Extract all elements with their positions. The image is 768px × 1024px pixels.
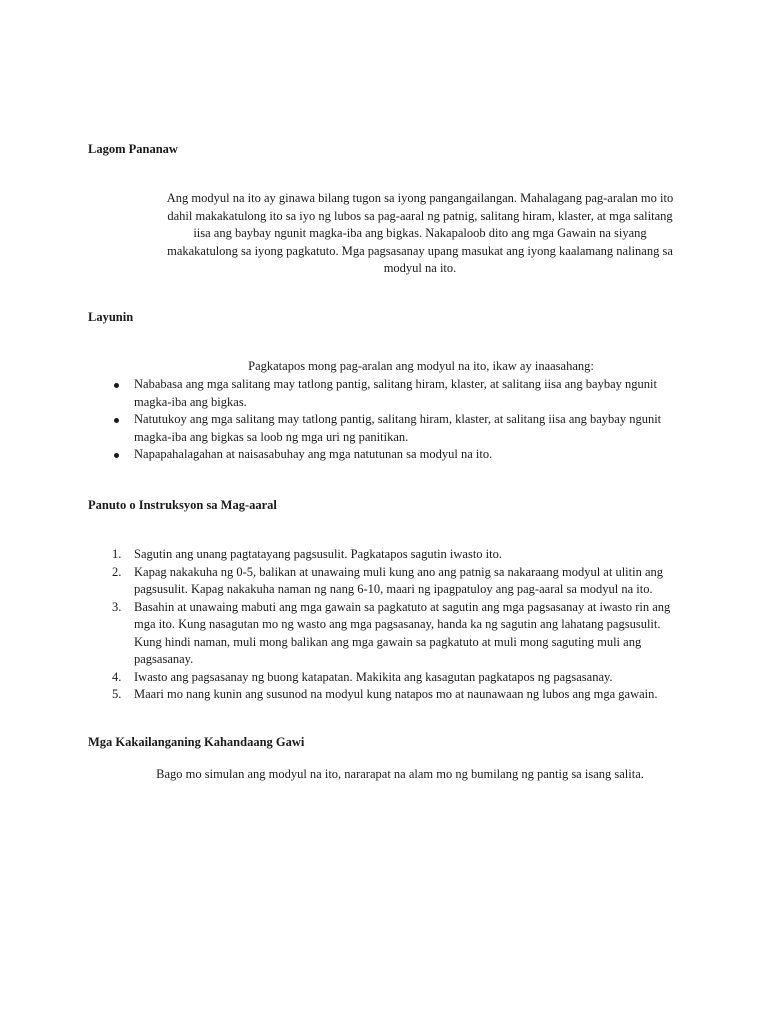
list-item-text: Sagutin ang unang pagtatayang pagsusulit. Pagkatapos sagutin iwasto ito. [134,547,502,561]
bullet-icon [114,418,119,423]
kakailanganin-paragraph: Bago mo simulan ang modyul na ito, nararapat na alam mo ng bumilang ng pantig sa isang salita. [156,767,644,781]
list-item-text: Napapahalagahan at naisasabuhay ang mga natutunan sa modyul na ito. [134,447,493,461]
list-item [88,376,688,411]
heading-layunin: Layunin [88,310,134,324]
lagom-paragraph: Ang modyul na ito ay ginawa bilang tugon sa iyong pangangailangan. Mahalagang pag-aralan mo ito dahil makakatulong ito sa iyo ng lubos sa pag-aaral ng patnig, salitang hiram, klaster, at mga salitang iisa ang baybay ngunit magka-iba ang bigkas. Nakapaloob dito ang mga Gawain na siyang makakatulong sa iyong pagkatuto. Mga pagsasanay upang masukat ang iyong kaalamang nalinang sa modyul na ito. [166,191,674,275]
list-number: 3. [112,599,122,614]
layunin-intro: Pagkatapos mong pag-aralan ang modyul na ito, ikaw ay inaasahang: [248,359,594,373]
list-item [88,446,688,464]
heading-kakailanganin: Mga Kakailanganing Kahandaang Gawi [88,735,305,749]
list-item [88,546,688,564]
list-item-text: Maari mo nang kunin ang susunod na modyul kung natapos mo at naunawaan ng lubos ang mga gawain. [134,687,658,701]
list-item [88,686,688,704]
list-item-text: Iwasto ang pagsasanay ng buong katapatan. Makikita ang kasagutan pagkatapos ng pagsasanay. [134,669,613,684]
list-item-text: Natutukoy ang mga salitang may tatlong pantig, salitang hiram, klaster, at salitang iisa ang baybay ngunit magka-iba ang bigkas sa loob ng mga uri ng panitikan. [134,412,662,444]
list-item [88,599,688,669]
bullet-icon [114,383,119,388]
list-item-text: Basahin at unawaing mabuti ang mga gawain sa pagkatuto at sagutin ang mga pagsasanay at iwasto rin ang mga ito. Kung nasagutan mo ng wasto ang mga pagsasanay, handa ka ng sagutin ang lahatang pagsusulit. Kung hindi naman, muli mong balikan ang mga gawain sa pagkatuto at muli mong saguting muli ang pagsasanay. [134,599,671,666]
panuto-list [88,546,688,704]
list-item-text: Kapag nakakuha ng 0-5, balikan at unawaing muli kung ano ang patnig sa nakaraang modyul at ulitin ang pagsusulit. Kapag nakakuha naman ng nang 6-10, maari ng ipagpatuloy ang pag-aaral sa modyul na ito. [134,564,664,596]
list-number: 5. [112,687,122,701]
bullet-icon [114,453,119,458]
list-item [88,564,688,599]
list-number: 2. [112,564,122,579]
list-item [88,411,688,446]
list-item [88,669,688,687]
heading-panuto: Panuto o Instruksyon sa Mag-aaral [88,498,277,512]
layunin-list [88,376,688,464]
list-item-text: Nababasa ang mga salitang may tatlong pantig, salitang hiram, klaster, at salitang iisa ang baybay ngunit magka-iba ang bigkas. [134,377,657,409]
list-number: 4. [112,669,122,684]
heading-lagom-pananaw: Lagom Pananaw [88,142,178,156]
list-number: 1. [112,547,122,561]
